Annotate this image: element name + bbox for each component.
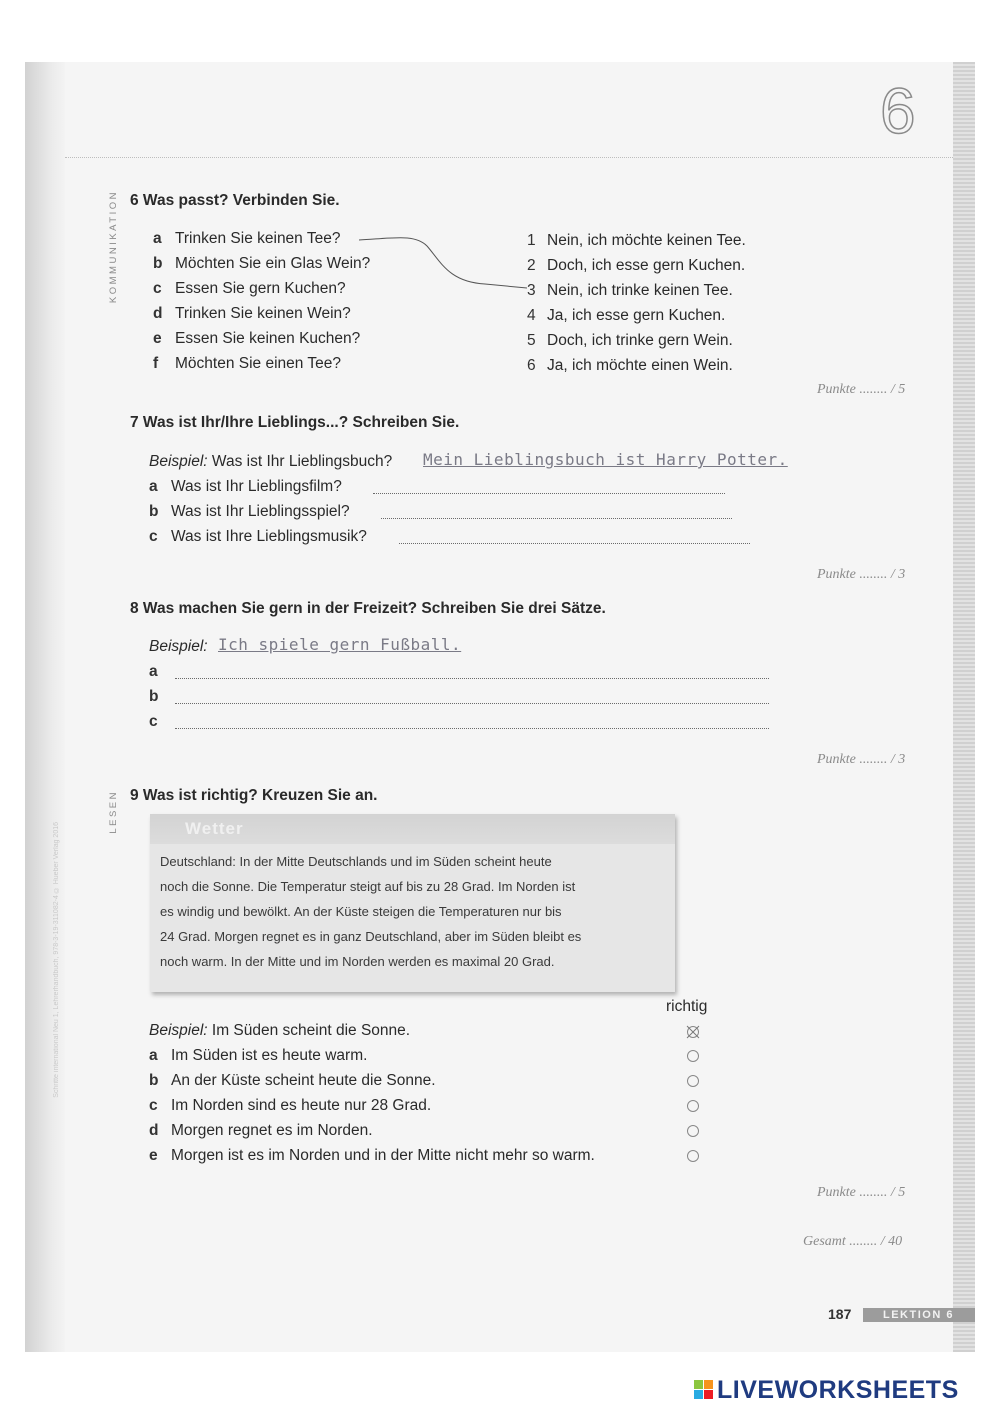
question-letter: e bbox=[153, 330, 162, 347]
example-text: Im Süden scheint die Sonne. bbox=[211, 1022, 411, 1039]
question-letter: c bbox=[149, 528, 158, 545]
ex8-line-a-label bbox=[149, 663, 171, 681]
ex6-question-b bbox=[153, 255, 370, 273]
question-letter: a bbox=[153, 230, 162, 247]
page-number: 187 bbox=[828, 1306, 852, 1322]
richtig-checkbox-e[interactable] bbox=[687, 1150, 699, 1162]
copyright-spine-text: Schritte international Neu 1, Lehrerhandbuch, 978-3-19-311082-4 © Hueber Verlag 2016 bbox=[53, 822, 60, 1098]
book-spine-shadow bbox=[25, 62, 65, 1352]
ex7-question-c bbox=[149, 528, 367, 546]
question-text: Essen Sie keinen Kuchen? bbox=[175, 330, 361, 347]
ex9-statement-a bbox=[149, 1047, 367, 1065]
ex8-answer-line-c[interactable] bbox=[175, 728, 769, 729]
answer-number: 6 bbox=[527, 357, 536, 374]
header-rule bbox=[65, 157, 953, 158]
ex6-answer-6 bbox=[527, 357, 733, 375]
line-letter: c bbox=[149, 713, 158, 730]
ex6-question-a bbox=[153, 230, 340, 248]
richtig-checkbox-a[interactable] bbox=[687, 1050, 699, 1062]
weather-text-line: 24 Grad. Morgen regnet es in ganz Deutschland, aber im Süden bleibt es bbox=[160, 929, 582, 944]
ex9-example bbox=[149, 1022, 410, 1040]
section-label-lesen: LESEN bbox=[108, 790, 119, 834]
question-letter: a bbox=[149, 478, 158, 495]
ex6-answer-4 bbox=[527, 307, 725, 325]
statement-text: An der Küste scheint heute die Sonne. bbox=[171, 1072, 436, 1089]
question-letter: d bbox=[153, 305, 163, 322]
weather-text-line: noch warm. In der Mitte und im Norden werden es maximal 20 Grad. bbox=[160, 954, 555, 969]
example-label: Beispiel: bbox=[149, 638, 208, 655]
ex7-example-answer: Mein Lieblingsbuch ist Harry Potter. bbox=[423, 450, 788, 469]
liveworksheets-logo-icon bbox=[694, 1380, 714, 1400]
richtig-checkbox-d[interactable] bbox=[687, 1125, 699, 1137]
ex6-answer-1 bbox=[527, 232, 746, 250]
question-text: Möchten Sie ein Glas Wein? bbox=[175, 255, 371, 272]
liveworksheets-logo[interactable] bbox=[694, 1376, 959, 1405]
ex9-statement-b bbox=[149, 1072, 436, 1090]
statement-text: Im Norden sind es heute nur 28 Grad. bbox=[171, 1097, 432, 1114]
ex8-line-b-label bbox=[149, 688, 171, 706]
answer-text: Doch, ich esse gern Kuchen. bbox=[547, 257, 746, 274]
exercise-8-title: 8 Was machen Sie gern in der Freizeit? Schreiben Sie drei Sätze. bbox=[130, 600, 606, 617]
liveworksheets-wordmark: LIVEWORKSHEETS bbox=[717, 1376, 959, 1404]
answer-text: Nein, ich trinke keinen Tee. bbox=[547, 282, 733, 299]
answer-number: 5 bbox=[527, 332, 536, 349]
ex9-statement-c bbox=[149, 1097, 431, 1115]
statement-letter: a bbox=[149, 1047, 158, 1064]
answer-number: 2 bbox=[527, 257, 536, 274]
ex9-score-field: Punkte ........ / 5 bbox=[817, 1185, 906, 1200]
ex6-question-e bbox=[153, 330, 360, 348]
statement-text: Morgen ist es im Norden und in der Mitte nicht mehr so warm. bbox=[171, 1147, 595, 1164]
chapter-number: 6 bbox=[880, 75, 916, 147]
answer-number: 1 bbox=[527, 232, 536, 249]
ex7-answer-line-b[interactable] bbox=[381, 518, 732, 519]
ex6-answer-3 bbox=[527, 282, 733, 300]
ex7-answer-line-c[interactable] bbox=[399, 543, 750, 544]
exercise-6-title: 6 Was passt? Verbinden Sie. bbox=[130, 192, 340, 209]
question-text: Was ist Ihr Lieblingsfilm? bbox=[171, 478, 342, 495]
example-question: Was ist Ihr Lieblingsbuch? bbox=[211, 453, 393, 470]
weather-text-line: Deutschland: In der Mitte Deutschlands und im Süden scheint heute bbox=[160, 854, 552, 869]
ex8-answer-line-b[interactable] bbox=[175, 703, 769, 704]
weather-text-box bbox=[150, 814, 675, 992]
ex7-question-a bbox=[149, 478, 342, 496]
checked-circle-icon bbox=[686, 1025, 700, 1039]
richtig-checkbox-c[interactable] bbox=[687, 1100, 699, 1112]
question-text: Trinken Sie keinen Wein? bbox=[175, 305, 351, 322]
ex8-line-c-label bbox=[149, 713, 171, 731]
ex7-answer-line-a[interactable] bbox=[373, 493, 725, 494]
ex7-score-field: Punkte ........ / 3 bbox=[817, 567, 906, 582]
ex8-score-field: Punkte ........ / 3 bbox=[817, 752, 906, 767]
ex6-score-field: Punkte ........ / 5 bbox=[817, 382, 906, 397]
question-text: Trinken Sie keinen Tee? bbox=[175, 230, 341, 247]
question-letter: c bbox=[153, 280, 162, 297]
weather-text-line: noch die Sonne. Die Temperatur steigt auf bis zu 28 Grad. Im Norden ist bbox=[160, 879, 576, 894]
ex8-example bbox=[149, 638, 208, 656]
answer-text: Ja, ich möchte einen Wein. bbox=[547, 357, 733, 374]
ex6-question-c bbox=[153, 280, 346, 298]
example-label: Beispiel: bbox=[149, 453, 208, 470]
statement-letter: d bbox=[149, 1122, 159, 1139]
weather-box-body bbox=[150, 844, 675, 974]
ex9-statement-d bbox=[149, 1122, 373, 1140]
connecting-line[interactable] bbox=[355, 232, 535, 292]
ex6-answer-5 bbox=[527, 332, 733, 350]
page-edge bbox=[953, 62, 975, 1352]
line-letter: b bbox=[149, 688, 159, 705]
weather-text-line: es windig und bewölkt. An der Küste steigen die Temperaturen nur bis bbox=[160, 904, 562, 919]
question-text: Was ist Ihre Lieblingsmusik? bbox=[171, 528, 367, 545]
ex8-example-answer: Ich spiele gern Fußball. bbox=[218, 635, 462, 654]
line-letter: a bbox=[149, 663, 158, 680]
lesson-badge: LEKTION 6 bbox=[863, 1308, 975, 1322]
worksheet-page bbox=[25, 62, 975, 1352]
question-text: Möchten Sie einen Tee? bbox=[175, 355, 342, 372]
question-letter: b bbox=[153, 255, 163, 272]
section-label-kommunikation: KOMMUNIKATION bbox=[108, 190, 119, 304]
answer-text: Nein, ich möchte keinen Tee. bbox=[547, 232, 746, 249]
answer-text: Doch, ich trinke gern Wein. bbox=[547, 332, 733, 349]
exercise-9-title: 9 Was ist richtig? Kreuzen Sie an. bbox=[130, 787, 378, 804]
ex8-answer-line-a[interactable] bbox=[175, 678, 769, 679]
question-text: Essen Sie gern Kuchen? bbox=[175, 280, 346, 297]
richtig-column-header: richtig bbox=[666, 998, 708, 1015]
statement-letter: e bbox=[149, 1147, 158, 1164]
exercise-7-title: 7 Was ist Ihr/Ihre Lieblings...? Schreiben Sie. bbox=[130, 414, 460, 431]
answer-number: 3 bbox=[527, 282, 536, 299]
ex6-question-d bbox=[153, 305, 351, 323]
question-text: Was ist Ihr Lieblingsspiel? bbox=[171, 503, 350, 520]
ex6-question-f bbox=[153, 355, 341, 373]
richtig-checkbox-b[interactable] bbox=[687, 1075, 699, 1087]
ex6-answer-2 bbox=[527, 257, 745, 275]
ex7-question-b bbox=[149, 503, 350, 521]
question-letter: b bbox=[149, 503, 159, 520]
total-score-field: Gesamt ........ / 40 bbox=[803, 1234, 903, 1249]
statement-letter: b bbox=[149, 1072, 159, 1089]
question-letter: f bbox=[153, 355, 159, 372]
example-label: Beispiel: bbox=[149, 1022, 208, 1039]
weather-box-title: Wetter bbox=[150, 814, 675, 844]
statement-text: Morgen regnet es im Norden. bbox=[171, 1122, 373, 1139]
statement-letter: c bbox=[149, 1097, 158, 1114]
ex9-statement-e bbox=[149, 1147, 595, 1165]
ex7-example bbox=[149, 453, 392, 471]
answer-text: Ja, ich esse gern Kuchen. bbox=[547, 307, 726, 324]
statement-text: Im Süden ist es heute warm. bbox=[171, 1047, 368, 1064]
answer-number: 4 bbox=[527, 307, 536, 324]
